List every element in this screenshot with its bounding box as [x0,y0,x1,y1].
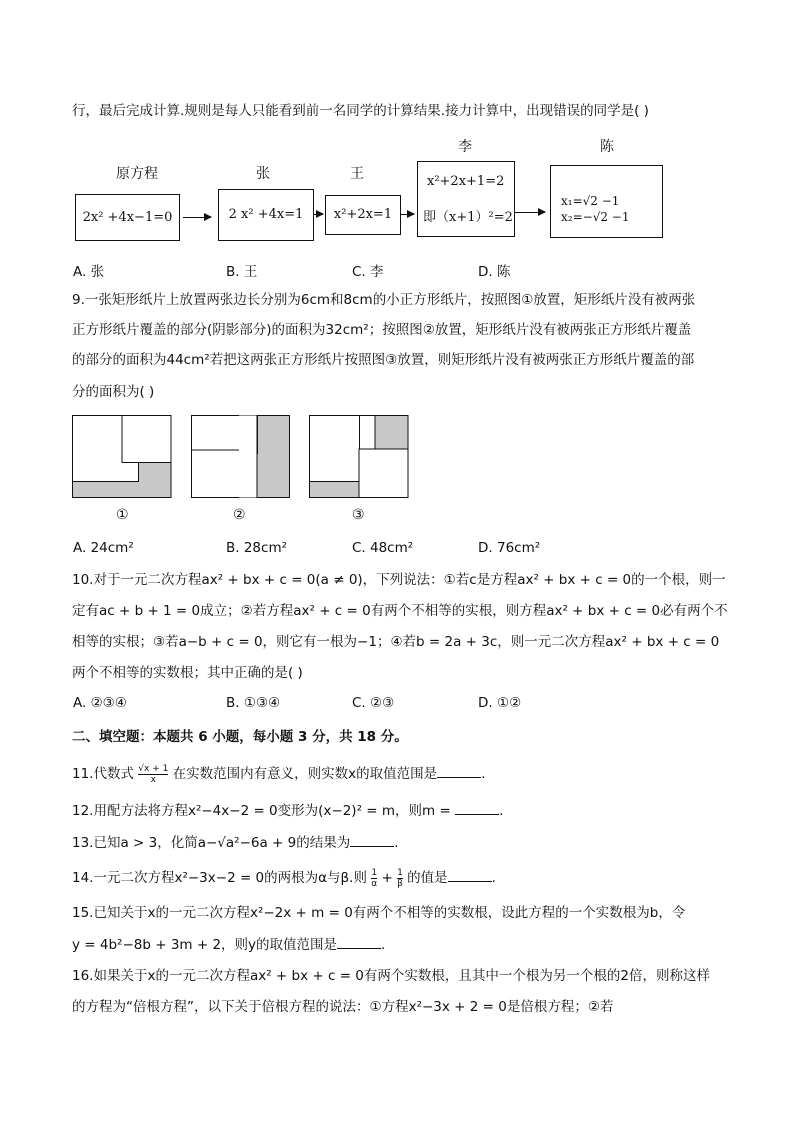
q10-option-d: D. ①② [478,695,522,711]
q16-line-1: 16.如果关于x的一元二次方程ax² + bx + c = 0有两个实数根，且其中一个根为另一个根的2倍，则称这样 [72,968,710,984]
box-original: 2x² +4x−1=0 [75,194,180,241]
label-chen: 陈 [600,139,614,155]
label-original: 原方程 [116,166,158,182]
label-zhang: 张 [256,166,270,182]
q9-line-1: 9.一张矩形纸片上放置两张边长分别为6cm和8cm的小正方形纸片，按照图①放置，矩形纸片没有被两张 [72,292,696,308]
box-zhang: 2 x² +4x=1 [218,189,314,241]
figure-1-label: ① [116,507,129,523]
q10-line-3: 相等的实根；③若a−b + c = 0，则它有一根为−1；④若b = 2a + 3c，则一元二次方程ax² + bx + c = 0 [72,634,720,650]
answer-blank[interactable] [350,832,394,847]
q10-line-2: 定有ac + b + 1 = 0成立；②若方程ax² + c = 0有两个不相等的实根，则方程ax² + bx + c = 0必有两个不 [72,603,728,619]
q10-option-c: C. ②③ [352,695,395,711]
q10-line-1: 10.对于一元二次方程ax² + bx + c = 0(a ≠ 0)，下列说法：①若c是方程ax² + bx + c = 0的一个根，则一 [72,572,726,588]
q11-pre: 11.代数式 [72,766,134,782]
q11-numerator: √x + 1 [138,763,169,774]
chen-root-2: x₂=−√2 −1 [561,210,630,224]
q10-option-a: A. ②③④ [73,695,127,711]
q8-option-b: B. 王 [226,264,258,280]
q12-line: 12.用配方法将方程x²−4x−2 = 0变形为(x−2)² = m，则m = . [72,800,503,821]
q10-line-4: 两个不相等的实数根；其中正确的是( ) [72,665,303,681]
q10-option-b: B. ①③④ [226,695,281,711]
q13-text: 13.已知a > 3，化简a−√a²−6a + 9的结果为 [72,835,351,851]
label-li: 李 [458,139,472,155]
answer-blank[interactable] [437,763,481,778]
q9-line-2: 正方形纸片覆盖的部分(阴影部分)的面积为32cm²；按照图②放置，矩形纸片没有被两张正方形纸片覆盖 [72,322,692,338]
q14-line: 14.一元二次方程x²−3x−2 = 0的两根为α与β.则 $\frac{1}{\alpha}$ + $\frac{1}{\beta}$ 的值是 . [72,867,496,889]
q15-line-1: 15.已知关于x的一元二次方程x²−2x + m = 0有两个不相等的实数根，设此方程的一个实数根为b，令 [72,905,686,921]
q11-line: 11.代数式 $\frac{√x + 1}{x}$ 在实数范围内有意义，则实数x的取值范围是 . [72,763,486,785]
figure-3-label: ③ [352,507,365,523]
q9-option-c: C. 48cm² [352,540,414,556]
box-li [417,161,515,237]
q13-line: 13.已知a > 3，化简a−√a²−6a + 9的结果为 . [72,832,399,853]
q14-pre: 14.一元二次方程x²−3x−2 = 0的两根为α与β.则 [72,870,367,886]
q11-fraction [138,764,168,785]
label-wang: 王 [350,166,364,182]
q9-option-a: A. 24cm² [73,540,134,556]
q14-fraction-2: $\frac{1}{\beta}$ [397,867,403,889]
q11-post: 在实数范围内有意义，则实数x的取值范围是 [172,766,438,782]
answer-blank[interactable] [448,867,492,882]
arrow-icon [515,212,545,213]
q9-line-4: 分的面积为( ) [72,384,155,400]
figure-1 [72,415,172,499]
chen-root-1: x₁=√2 −1 [561,194,620,208]
figure-2 [191,415,291,499]
q8-option-c: C. 李 [352,264,384,280]
arrow-icon [400,214,414,215]
q9-option-d: D. 76cm² [478,540,541,556]
q15-line-2: y = 4b²−8b + 3m + 2，则y的取值范围是 . [72,934,385,955]
box-wang: x²+2x=1 [325,195,401,235]
q12-text: 12.用配方法将方程x²−4x−2 = 0变形为(x−2)² = m，则m = [72,803,456,819]
answer-blank[interactable] [337,934,381,949]
box-chen [550,165,663,238]
li-step-2: 即（x+1）²=2 [423,210,513,225]
q14-fraction-1: $\frac{1}{\alpha}$ [371,867,378,889]
q8-intro-line: 行，最后完成计算.规则是每人只能看到前一名同学的计算结果.接力计算中，出现错误的同学是( ) [72,103,649,119]
q8-option-a: A. 张 [73,264,105,280]
q9-line-3: 的部分的面积为44cm²若把这两张正方形纸片按照图③放置，则矩形纸片没有被两张正方形纸片覆盖的部 [72,352,695,368]
q9-option-b: B. 28cm² [226,540,288,556]
section-2-title: 二、填空题：本题共 6 小题，每小题 3 分，共 18 分。 [72,729,408,745]
q16-line-2: 的方程为“倍根方程”，以下关于倍根方程的说法：①方程x²−3x + 2 = 0是倍根方程；②若 [72,999,614,1015]
li-step-1: x²+2x+1=2 [427,174,505,189]
q11-denominator: x [150,774,156,785]
q8-option-d: D. 陈 [478,264,511,280]
figure-2-label: ② [233,507,246,523]
q14-post: 的值是 [407,870,448,886]
figure-3 [309,415,409,499]
arrow-icon [313,214,323,215]
arrow-icon [183,217,211,218]
answer-blank[interactable] [455,800,499,815]
